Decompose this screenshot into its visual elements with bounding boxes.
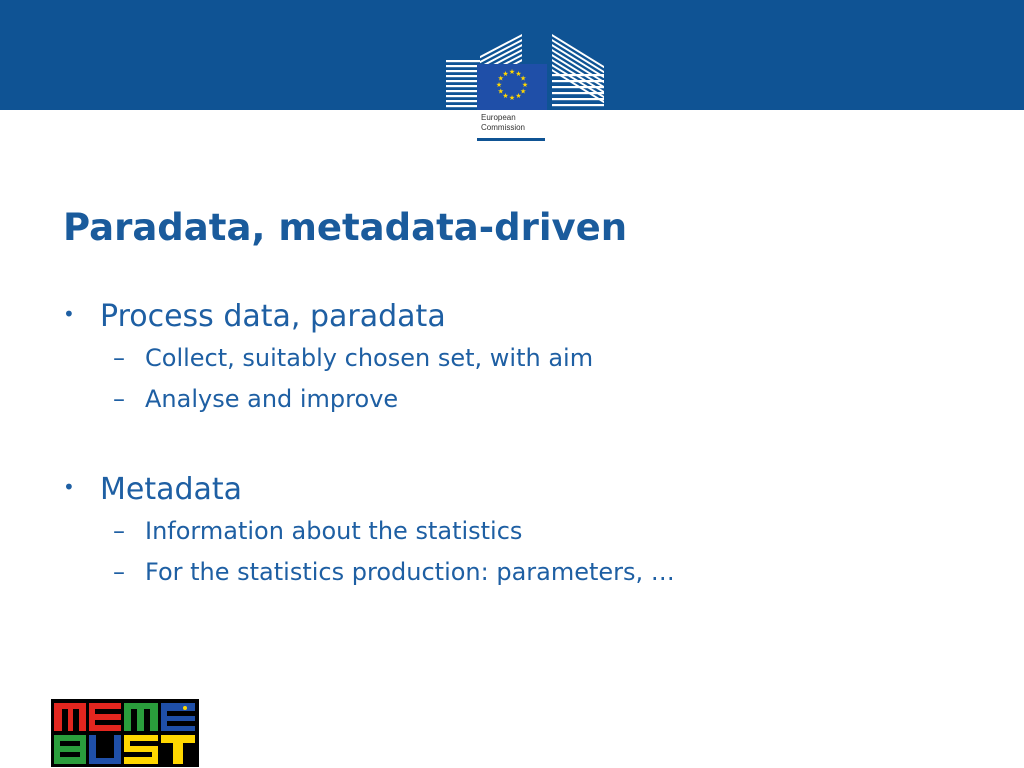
svg-text:★: ★ — [520, 87, 527, 96]
svg-text:★: ★ — [497, 87, 504, 96]
dash-icon: – — [113, 558, 125, 586]
svg-text:★: ★ — [515, 69, 522, 78]
dash-icon: – — [113, 385, 125, 413]
sub-item-information — [113, 515, 522, 547]
bullet-item-metadata — [63, 467, 242, 510]
sub-item-text: Analyse and improve — [145, 385, 399, 413]
dash-icon: – — [113, 517, 125, 545]
bullet-text: Metadata — [100, 472, 243, 507]
bullet-icon: • — [63, 302, 75, 326]
slide-title: Paradata, metadata-driven — [63, 206, 628, 249]
pixel-logo-icon — [51, 699, 199, 767]
bullet-text: Process data, paradata — [100, 299, 446, 334]
bullet-item-process-data — [63, 294, 446, 337]
logo-line-2: Commission — [481, 123, 526, 132]
logo-line-1: European — [481, 113, 516, 122]
sub-item-text: Collect, suitably chosen set, with aim — [145, 344, 594, 372]
bullet-icon: • — [63, 475, 75, 499]
svg-text:★: ★ — [520, 74, 527, 83]
sub-item-production — [113, 556, 675, 588]
svg-text:★: ★ — [515, 92, 522, 101]
svg-text:★: ★ — [508, 68, 516, 76]
svg-text:★: ★ — [495, 81, 503, 89]
svg-text:★: ★ — [502, 92, 509, 101]
svg-text:★: ★ — [502, 69, 509, 78]
svg-text:★: ★ — [497, 74, 504, 83]
sub-item-analyse — [113, 383, 398, 415]
sub-item-collect — [113, 342, 593, 374]
dash-icon: – — [113, 344, 125, 372]
sub-item-text: For the statistics production: parameters, … — [145, 558, 675, 586]
meme-bust-logo — [51, 699, 199, 767]
svg-text:★: ★ — [508, 94, 516, 102]
svg-text:★: ★ — [521, 81, 529, 89]
sub-item-text: Information about the statistics — [145, 517, 523, 545]
